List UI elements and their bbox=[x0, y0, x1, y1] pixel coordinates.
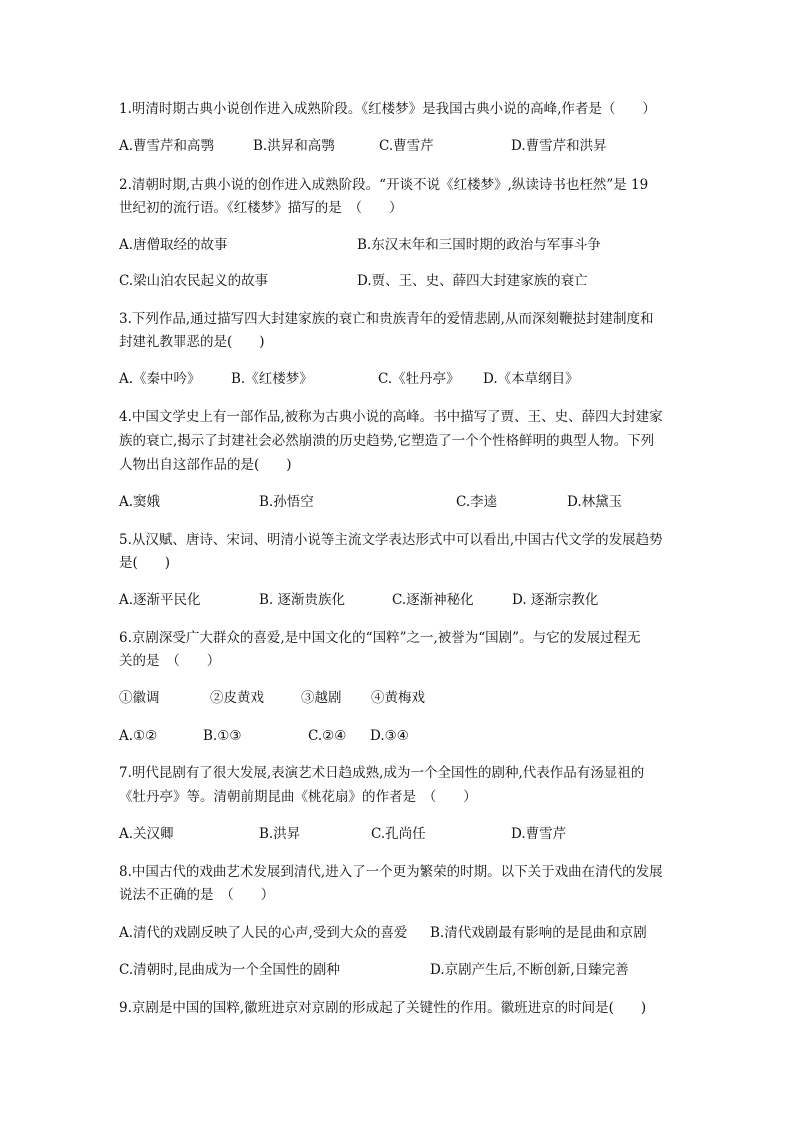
question-5-option-a: A.逐渐平民化 bbox=[119, 592, 201, 608]
question-3-option-c: C.《牡丹亭》 bbox=[378, 371, 460, 387]
question-4-stem-line-2: 族的衰亡,揭示了封建社会必然崩溃的历史趋势,它塑造了一个个性格鲜明的典型人物。下列 bbox=[119, 433, 655, 449]
question-1-stem: 1.明清时期古典小说创作进入成熟阶段。《红楼梦》是我国古典小说的高峰,作者是（ ） bbox=[119, 101, 656, 117]
question-7-option-c: C.孔尚任 bbox=[371, 826, 426, 842]
question-3-option-d: D.《本草纲目》 bbox=[483, 371, 579, 387]
question-6-item-2: ②皮黄戏 bbox=[210, 690, 264, 706]
question-7-stem-line-2: 《牡丹亭》等。清朝前期昆曲《桃花扇》的作者是 （ ） bbox=[119, 789, 477, 805]
question-2-option-a: A.唐僧取经的故事 bbox=[119, 237, 228, 253]
question-2-option-b: B.东汉末年和三国时期的政治与军事斗争 bbox=[357, 237, 601, 253]
question-1-option-c: C.曹雪芹 bbox=[379, 138, 434, 154]
question-7-stem-line-1: 7.明代昆剧有了很大发展,表演艺术日趋成熟,成为一个全国性的剧种,代表作品有汤显祖的 bbox=[119, 765, 645, 781]
question-4-option-d: D.林黛玉 bbox=[567, 494, 623, 510]
question-5-option-c: C.逐渐神秘化 bbox=[392, 592, 474, 608]
question-4-option-a: A.窦娥 bbox=[119, 494, 161, 510]
question-4-stem-line-3: 人物出自这部作品的是( ) bbox=[119, 457, 292, 473]
question-2-option-d: D.贾、王、史、薛四大封建家族的衰亡 bbox=[357, 273, 588, 289]
question-8-option-d: D.京剧产生后,不断创新,日臻完善 bbox=[430, 962, 629, 978]
question-8-stem-line-1: 8.中国古代的戏曲艺术发展到清代,进入了一个更为繁荣的时期。以下关于戏曲在清代的发展 bbox=[119, 864, 663, 880]
question-6-option-d: D.③④ bbox=[370, 728, 409, 744]
question-1-option-a: A.曹雪芹和高鹗 bbox=[119, 138, 215, 154]
question-5-stem-line-1: 5.从汉赋、唐诗、宋词、明清小说等主流文学表达形式中可以看出,中国古代文学的发展趋势 bbox=[119, 532, 663, 548]
question-5-stem-line-2: 是( ) bbox=[119, 555, 171, 571]
question-4-option-b: B.孙悟空 bbox=[259, 494, 314, 510]
question-5-option-b: B. 逐渐贵族化 bbox=[259, 592, 346, 608]
question-2-stem-line-2: 世纪初的流行语。《红楼梦》描写的是 （ ） bbox=[119, 200, 403, 216]
question-5-option-d: D. 逐渐宗教化 bbox=[512, 592, 599, 608]
question-6-option-a: A.①② bbox=[119, 728, 158, 744]
question-7-option-a: A.关汉卿 bbox=[119, 826, 174, 842]
question-3-stem-line-1: 3.下列作品,通过描写四大封建家族的衰亡和贵族青年的爱情悲剧,从而深刻鞭挞封建制度和 bbox=[119, 311, 654, 327]
question-6-item-4: ④黄梅戏 bbox=[371, 690, 425, 706]
question-8-option-b: B.清代戏剧最有影响的是昆曲和京剧 bbox=[430, 925, 647, 941]
question-8-stem-line-2: 说法不正确的是 （ ） bbox=[119, 887, 275, 903]
question-7-option-d: D.曹雪芹 bbox=[511, 826, 567, 842]
question-9-stem: 9.京剧是中国的国粹,徽班进京对京剧的形成起了关键性的作用。徽班进京的时间是( ) bbox=[119, 1000, 647, 1016]
question-8-option-c: C.清朝时,昆曲成为一个全国性的剧种 bbox=[119, 962, 340, 978]
question-6-item-1: ①徽调 bbox=[119, 690, 160, 706]
question-1-option-b: B.洪昇和高鹗 bbox=[253, 138, 335, 154]
question-4-option-c: C.李逵 bbox=[456, 494, 498, 510]
question-6-stem-line-2: 关的是 （ ） bbox=[119, 653, 221, 669]
question-2-option-c: C.梁山泊农民起义的故事 bbox=[119, 273, 269, 289]
question-2-stem-line-1: 2.清朝时期,古典小说的创作进入成熟阶段。“开谈不说《红楼梦》,纵读诗书也枉然”是 19 bbox=[119, 177, 649, 193]
question-7-option-b: B.洪昇 bbox=[259, 826, 301, 842]
question-6-stem-line-1: 6.京剧深受广大群众的喜爱,是中国文化的“国粹”之一,被誉为“国剧”。与它的发展过程无 bbox=[119, 630, 641, 646]
question-3-option-b: B.《红楼梦》 bbox=[231, 371, 313, 387]
question-1-option-d: D.曹雪芹和洪昇 bbox=[511, 138, 607, 154]
question-8-option-a: A.清代的戏剧反映了人民的心声,受到大众的喜爱 bbox=[119, 925, 408, 941]
question-6-option-c: C.②④ bbox=[308, 728, 347, 744]
question-4-stem-line-1: 4.中国文学史上有一部作品,被称为古典小说的高峰。书中描写了贾、王、史、薛四大封建家 bbox=[119, 409, 663, 425]
question-6-option-b: B.①③ bbox=[203, 728, 242, 744]
question-3-stem-line-2: 封建礼教罪恶的是( ) bbox=[119, 334, 265, 350]
question-6-item-3: ③越剧 bbox=[301, 690, 342, 706]
question-3-option-a: A.《秦中吟》 bbox=[119, 371, 201, 387]
